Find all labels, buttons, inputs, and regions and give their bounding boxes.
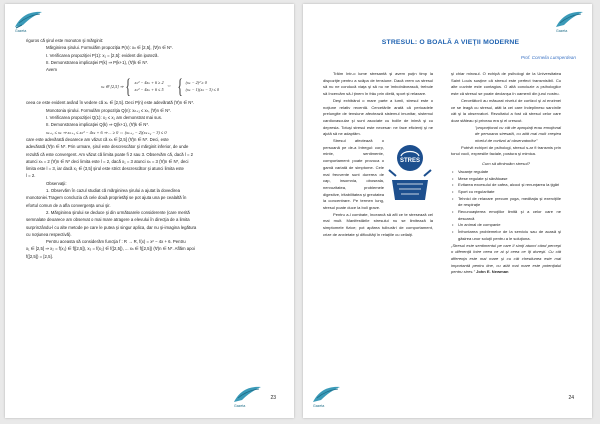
list-item: • Un animal de companie	[458, 222, 561, 229]
text-line: l = 2.	[26, 173, 36, 179]
system-row: xₖ² − 4xₖ + 6 ≤ 5	[134, 87, 164, 93]
text-line: I. Verificarea propoziţiei Q(1): x₂ ≤ x₁ am demonstrat mai sus.	[46, 115, 163, 121]
text-line: I. Verificarea propoziţiei P(1): x₁ = [2,5]: evident din ipoteză.	[46, 52, 159, 58]
logo-icon	[230, 384, 264, 408]
list-item: • Tehnici de relaxare precum yoga, meditaţia şi exerciţiile de respiraţie	[458, 196, 561, 209]
system-arrow: ⇔	[166, 82, 172, 89]
text-line: Observaţii:	[46, 180, 67, 186]
paragraph: Potrivit echipei de psihologi, stresul s-ar fi transmis prin tonul vocii, expresiile faciale, postura şi mimica.	[451, 144, 561, 157]
text-line: surprinzându-l cu alte metode pe care le putea şi singur aplica, dar nu şi-imagina legătura	[26, 224, 197, 230]
tips-list	[451, 169, 561, 243]
system-premise: xₖ ∈ [2,5] ⇒	[100, 83, 124, 89]
text-line: adevărată (∀)n ∈ N*. Prin urmare, şirul este descrescător şi mărginit inferior, de unde	[26, 144, 189, 150]
text-line: monotoniei.Tragem concluzia că cele două proprietăţi se pot ajuta una pe cealaltă în	[26, 195, 187, 201]
text-line: Pentru aceasta să considerăm funcţia f : R → R, f(x) = x² − 4x + 6. Pentru	[46, 239, 186, 245]
text-line: xₖ₊₁ ≤ xₖ ⇒ xₖ₊₁ ≤ xₖ² − 4xₖ + 6 ⇒ ... ≥ 0 ⇔ (xₖ₊₁ − 2)(xₖ₊₂ − 3) ≤ 0	[46, 129, 167, 135]
text-line: ceea ce este evident având în vedere că xₖ ∈ [2,5]. Deci P(n) este adevărată (∀)n ∈ N*.	[26, 100, 195, 106]
text-line: efortul comun de a afla convergenţa unui şir.	[26, 202, 111, 208]
text-line: cu noţiunea respectivă).	[26, 231, 72, 237]
article-column-2	[451, 71, 561, 276]
paragraph: Deşi exhibând o mare parte a lumii, stresul este o noţiune relativ recentă. Cercetările arată că perioadele prelungite de tensiune afectează sistemul imunitar, sistemul cardiovascular şi sunt asociate cu bolile de inimă şi cu depresia. Totuşi stresul este necesar: ne face eficienţi şi ne ajută să ne adaptăm.	[323, 97, 433, 137]
logo-icon	[309, 384, 343, 408]
text-line: II. Demonstrarea implicaţiei P(k) ⇒ P(k+1), (∀)k ∈ N*.	[46, 59, 149, 65]
svg-text:Gazeta: Gazeta	[234, 404, 246, 408]
paragraph: Trăim într-o lume stresantă şi avem puţin timp la dispoziţie pentru a scăpa de tensiune. Dacă vrem ca stresul să nu ne conducă viaţa şi să nu ne îmbolnăvească, trebuie să încercăm să-l ţinem în frâu prin dietă, sport şi relaxare.	[323, 71, 433, 97]
paragraph: Pentru a-l combate, încearcă să afli ce te stresează cel mai mult. Manifestările stresului nu se limitează la simptomele fizice; pot apărea tulburări de comportament, crize de anxietate şi dificultăţi în relaţiile cu ceilalţi.	[323, 211, 433, 237]
text-line: Mărginirea şirului. Formulăm propoziţia P(n): xₙ ∈ [2,5], (∀)n ∈ N*.	[46, 45, 173, 51]
paragraph: şi chiar mirosul. O echipă de psihologi de la Universitatea Saint Louis susţine că stresul este perfect transmisibil. Cu alte cuvinte este contagios. O altă concluzie a psihologilor este că stresul se poate declanşa în oamenii din jurul nostru.	[451, 71, 561, 97]
system-right-rows	[186, 79, 219, 93]
text-line: care este adevărată deoarece am văzut că xₙ ∈ [2,5] (∀)n ∈ N*. Deci, este	[26, 136, 169, 142]
equation-system: xₖ ∈ [2,5] ⇒ { xₖ² − 4xₖ + 6 ≥ 2 xₖ² − 4xₖ + 6 ≤ 5 ⇔ { (xₖ − 2)² ≥ 0 (xₖ − 1)(xₖ − 3) ≤ 0	[100, 73, 220, 98]
page-number: 24	[568, 395, 574, 401]
system-row: (xₖ − 2)² ≥ 0	[185, 80, 207, 86]
quote-text: „Stresul este sentimentul pe care îl simţi atunci când percepi o diferenţă între ceea ce ai şi ceea ce îţi doreşti. Cu cât diferenţa este mai mare şi cu cât chestiunea este mai importantă pentru tine, cu atât mai mare este potenţialul pentru stres."	[451, 242, 561, 275]
svg-text:Gazeta: Gazeta	[15, 29, 27, 33]
logo-icon	[552, 9, 586, 33]
text-line: rezultă că este convergent. Am văzut că limita poate fi 2 sau 3. Observăm că, dacă l = 2	[26, 151, 194, 157]
right-page	[303, 4, 592, 418]
text-line: Monotonia şirului. Formulăm propoziţia Q(n): xₙ₊₁ ≤ xₙ, (∀)n ∈ N*.	[46, 107, 172, 113]
closing-quote	[451, 243, 561, 277]
list-item: • Mese regulate şi sănătoase	[458, 176, 561, 183]
text-line: f([2,5]) = [2,5].	[26, 253, 53, 259]
list-item: • Evitarea excesului de cafea, alcool şi renunţarea la ţigări	[458, 182, 561, 189]
svg-text:Gazeta: Gazeta	[556, 29, 568, 33]
logo-icon	[11, 9, 45, 33]
system-row: xₖ² − 4xₖ + 6 ≥ 2	[134, 80, 164, 86]
list-item: • Sport cu regularitate	[458, 189, 561, 196]
text-line: II. Demonstrarea implicaţiei Q(k) ⇒ Q(k+1), (∀)k ∈ N*.	[46, 122, 150, 128]
text-line: riguros că şirul este monoton şi mărginit:	[26, 38, 104, 43]
left-page	[5, 4, 294, 418]
text-line: x₁ ∈ [2,5] ⇒ x₂ = f(x₁) ∈ f([2,5]), x₃ = f(x₂) ∈ f([2,5]), ... xₙ ∈ f([2,5]) (∀)n ∈ N*. Aflăm apoi	[26, 246, 195, 252]
system-left-rows	[135, 79, 164, 93]
quote-author: John E. Newman	[476, 269, 509, 275]
paragraph: Cercetătorii au măsurat nivelul de cortizol şi al enzimei ce se leagă cu stresul, atât la cei care îndeplinesc sarcinile cât şi la observatori. Rezultatul a fost că stresul celor care doar stăteau şi priveau era şi el crescut.	[451, 97, 561, 123]
text-line: limita este l = 3, iar dacă x₁ ∈ (3,5] şirul este strict descrescător şi atunci limita este	[26, 166, 184, 172]
list-title: Cum să diminuăm stresul?	[482, 161, 530, 167]
article-title: STRESUL: O BOALĂ A VIEŢII MODERNE	[381, 39, 520, 46]
article-author: Prof. Cornelia Lumperdean	[520, 55, 576, 60]
stress-figure-image	[387, 140, 433, 202]
quote: "proporţional cu cât de apropiaţi erau emoţional de persoana stresată, cu atât mai mult creştea nivelul de cortizol al observatorilor"	[475, 124, 561, 144]
text-line: atunci xₙ = 2 (∀)n ∈ N* deci limita este l = 2, dacă x₁ = 3 atunci xₙ = 3 (∀)n ∈ N*, deci	[26, 158, 189, 164]
text-line: 2. Mărginirea şirului se deduce şi din următoarele considerente (care merită	[46, 209, 190, 215]
paragraph: Stresul afectează o persoană pe de-a întregul: corp, minte, sentimente, comportament: poate provoca o gamă variată de simptome. Cele mai frecvente sunt durerea de cap, insomnia, oboseala, nervozitatea, problemele digestive, iritabilitatea şi greutatea la concentrare. Pe termen lung, stresul poate duce la boli grave.	[323, 138, 384, 211]
text-line: Avem	[46, 67, 57, 73]
list-item: • Înfruntarea problemelor de la serviciu sau de acasă şi găsirea unor soluţii pentru a le soluţiona.	[458, 229, 561, 242]
page-number: 23	[270, 395, 276, 401]
list-item: • Vacanţe regulate	[458, 169, 561, 176]
svg-text:Gazeta: Gazeta	[313, 404, 325, 408]
system-row: (xₖ − 1)(xₖ − 3) ≤ 0	[185, 87, 220, 93]
text-line: semnalate deoarece am observat o mai mare atragere a elevului în direcţia de a limita	[26, 217, 190, 223]
list-item: • Recunoaşterea emoţiilor limită şi a celor care ne descarcă	[458, 209, 561, 222]
svg-text:STRES: STRES	[399, 158, 421, 165]
article-column-1	[323, 71, 433, 239]
text-line: 1. Observăm în cazul studiat că mărginirea şirului a ajutat la dovedirea	[46, 188, 180, 194]
math-content	[26, 37, 278, 260]
